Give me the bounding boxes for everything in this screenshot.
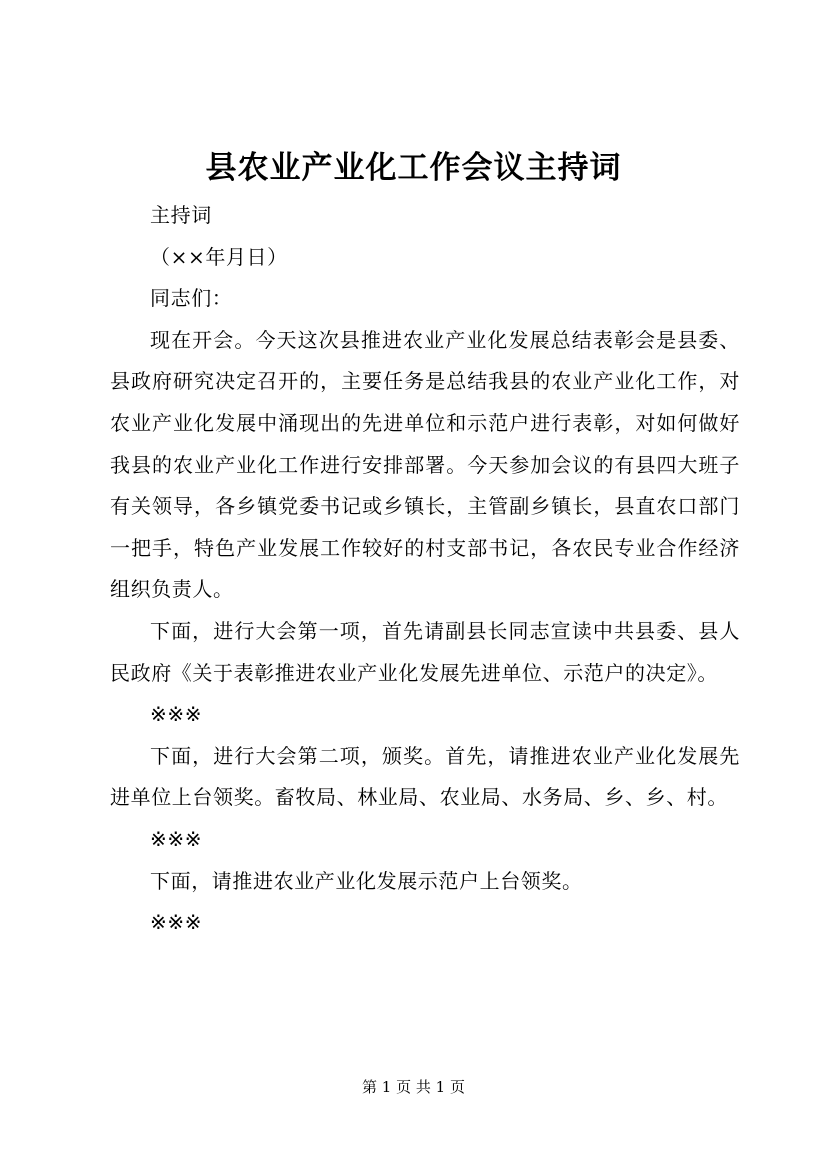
document-title: 县农业产业化工作会议主持词 [205,150,622,186]
paragraph-separator: ※※※ [150,826,203,851]
paragraph-opening: 现在开会。今天这次县推进农业产业化发展总结表彰会是县委、县政府研究决定召开的，主要任务是总结我县的农业产业化工作，对农业产业化发展中涌现出的先进单位和示范户进行表彰，对如何做好我县的农业产业化工作进行安排部署。今天参加会议的有县四大班子有关领导，各乡镇党委书记或乡镇长，主管副乡镇长，县直农口部门一把手，特色产业发展工作较好的村支部书记，各农民专业合作经济组织负责人。 [110,327,740,602]
paragraph-separator: ※※※ [150,910,203,935]
paragraph-item-one: 下面，进行大会第一项，首先请副县长同志宣读中共县委、县人民政府《关于表彰推进农业产业化发展先进单位、示范户的决定》。 [110,618,740,685]
paragraph-separator: ※※※ [150,702,203,727]
page-footer: 第 1 页 共 1 页 [362,1078,465,1096]
paragraph-award-households: 下面，请推进农业产业化发展示范户上台领奖。 [150,868,583,893]
paragraph-date: （××年月日） [150,244,288,269]
paragraph-label: 主持词 [150,203,212,227]
paragraph-salutation: 同志们： [150,286,233,311]
document-body [110,195,740,944]
paragraph-item-two: 下面，进行大会第二项，颁奖。首先，请推进农业产业化发展先进单位上台领奖。畜牧局、林业局、农业局、水务局、乡、乡、村。 [110,743,740,810]
